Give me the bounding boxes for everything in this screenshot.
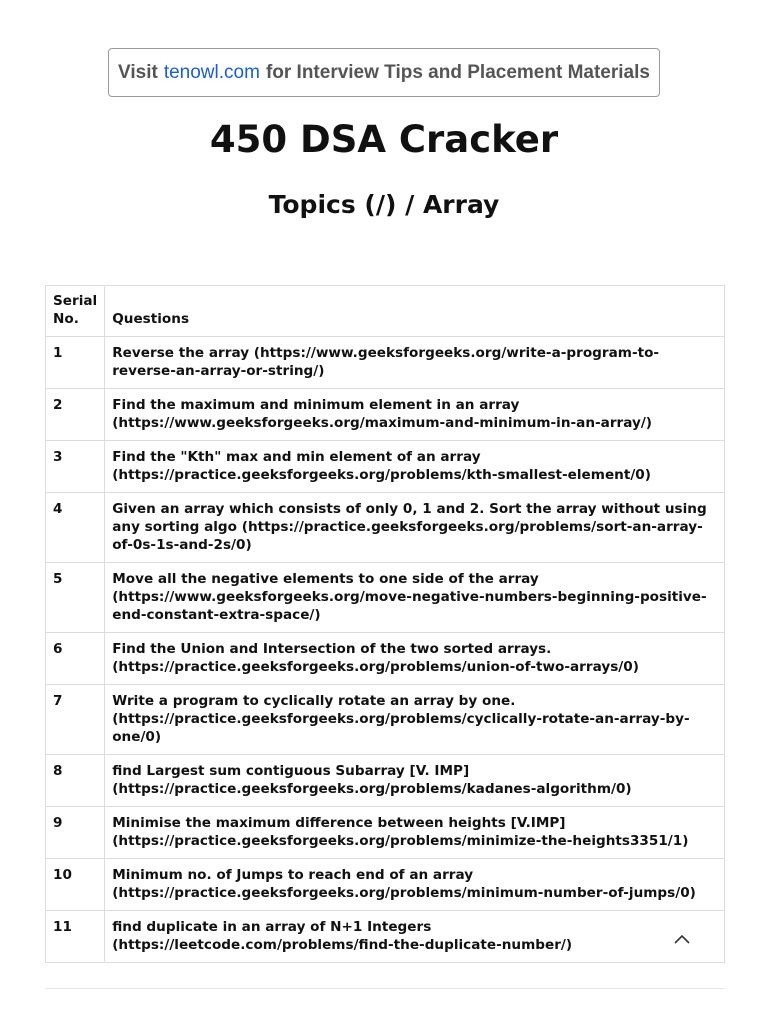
question-text[interactable]: Reverse the array (https://www.geeksforgeeks.org/write-a-program-to-reverse-an-array-or-string/) <box>105 337 725 389</box>
questions-table <box>45 285 725 963</box>
page-divider <box>45 988 725 989</box>
promo-banner[interactable] <box>108 48 660 97</box>
chevron-up-icon[interactable] <box>672 932 692 946</box>
question-text[interactable]: find duplicate in an array of N+1 Integers (https://leetcode.com/problems/find-the-duplicate-number/) <box>105 911 725 963</box>
table-row <box>46 859 725 911</box>
question-text[interactable]: Move all the negative elements to one side of the array (https://www.geeksforgeeks.org/move-negative-numbers-beginning-positive-end-constant-extra-space/) <box>105 563 725 633</box>
banner-suffix: for Interview Tips and Placement Materials <box>265 61 650 83</box>
serial-number: 4 <box>46 493 105 563</box>
table-row <box>46 755 725 807</box>
serial-number: 9 <box>46 807 105 859</box>
serial-number: 7 <box>46 685 105 755</box>
table-row <box>46 563 725 633</box>
serial-number: 5 <box>46 563 105 633</box>
header-serial: Serial No. <box>46 286 105 337</box>
question-text[interactable]: find Largest sum contiguous Subarray [V. IMP] (https://practice.geeksforgeeks.org/problems/kadanes-algorithm/0) <box>105 755 725 807</box>
page-subtitle: Topics (/) / Array <box>268 190 500 219</box>
table-row <box>46 337 725 389</box>
question-text[interactable]: Write a program to cyclically rotate an array by one. (https://practice.geeksforgeeks.org/problems/cyclically-rotate-an-array-by-one/0) <box>105 685 725 755</box>
serial-number: 6 <box>46 633 105 685</box>
serial-number: 8 <box>46 755 105 807</box>
serial-number: 3 <box>46 441 105 493</box>
question-text[interactable]: Given an array which consists of only 0, 1 and 2. Sort the array without using any sorting algo (https://practice.geeksforgeeks.org/problems/sort-an-array-of-0s-1s-and-2s/0) <box>105 493 725 563</box>
question-text[interactable]: Find the maximum and minimum element in an array (https://www.geeksforgeeks.org/maximum-and-minimum-in-an-array/) <box>105 389 725 441</box>
table-row <box>46 441 725 493</box>
question-text[interactable]: Find the "Kth" max and min element of an array (https://practice.geeksforgeeks.org/problems/kth-smallest-element/0) <box>105 441 725 493</box>
serial-number: 10 <box>46 859 105 911</box>
serial-number: 11 <box>46 911 105 963</box>
table-header-row <box>46 286 725 337</box>
serial-number: 1 <box>46 337 105 389</box>
table-row <box>46 633 725 685</box>
table-row <box>46 807 725 859</box>
table-row <box>46 685 725 755</box>
page-title: 450 DSA Cracker <box>209 118 559 161</box>
serial-number: 2 <box>46 389 105 441</box>
question-text[interactable]: Find the Union and Intersection of the two sorted arrays. (https://practice.geeksforgeeks.org/problems/union-of-two-arrays/0) <box>105 633 725 685</box>
banner-prefix: Visit <box>118 61 158 83</box>
table-row <box>46 911 725 963</box>
header-questions: Questions <box>105 286 725 337</box>
question-text[interactable]: Minimum no. of Jumps to reach end of an array (https://practice.geeksforgeeks.org/problems/minimum-number-of-jumps/0) <box>105 859 725 911</box>
table-row <box>46 493 725 563</box>
banner-link[interactable]: tenowl.com <box>163 61 260 83</box>
table-row <box>46 389 725 441</box>
question-text[interactable]: Minimise the maximum difference between heights [V.IMP] (https://practice.geeksforgeeks.org/problems/minimize-the-heights3351/1) <box>105 807 725 859</box>
